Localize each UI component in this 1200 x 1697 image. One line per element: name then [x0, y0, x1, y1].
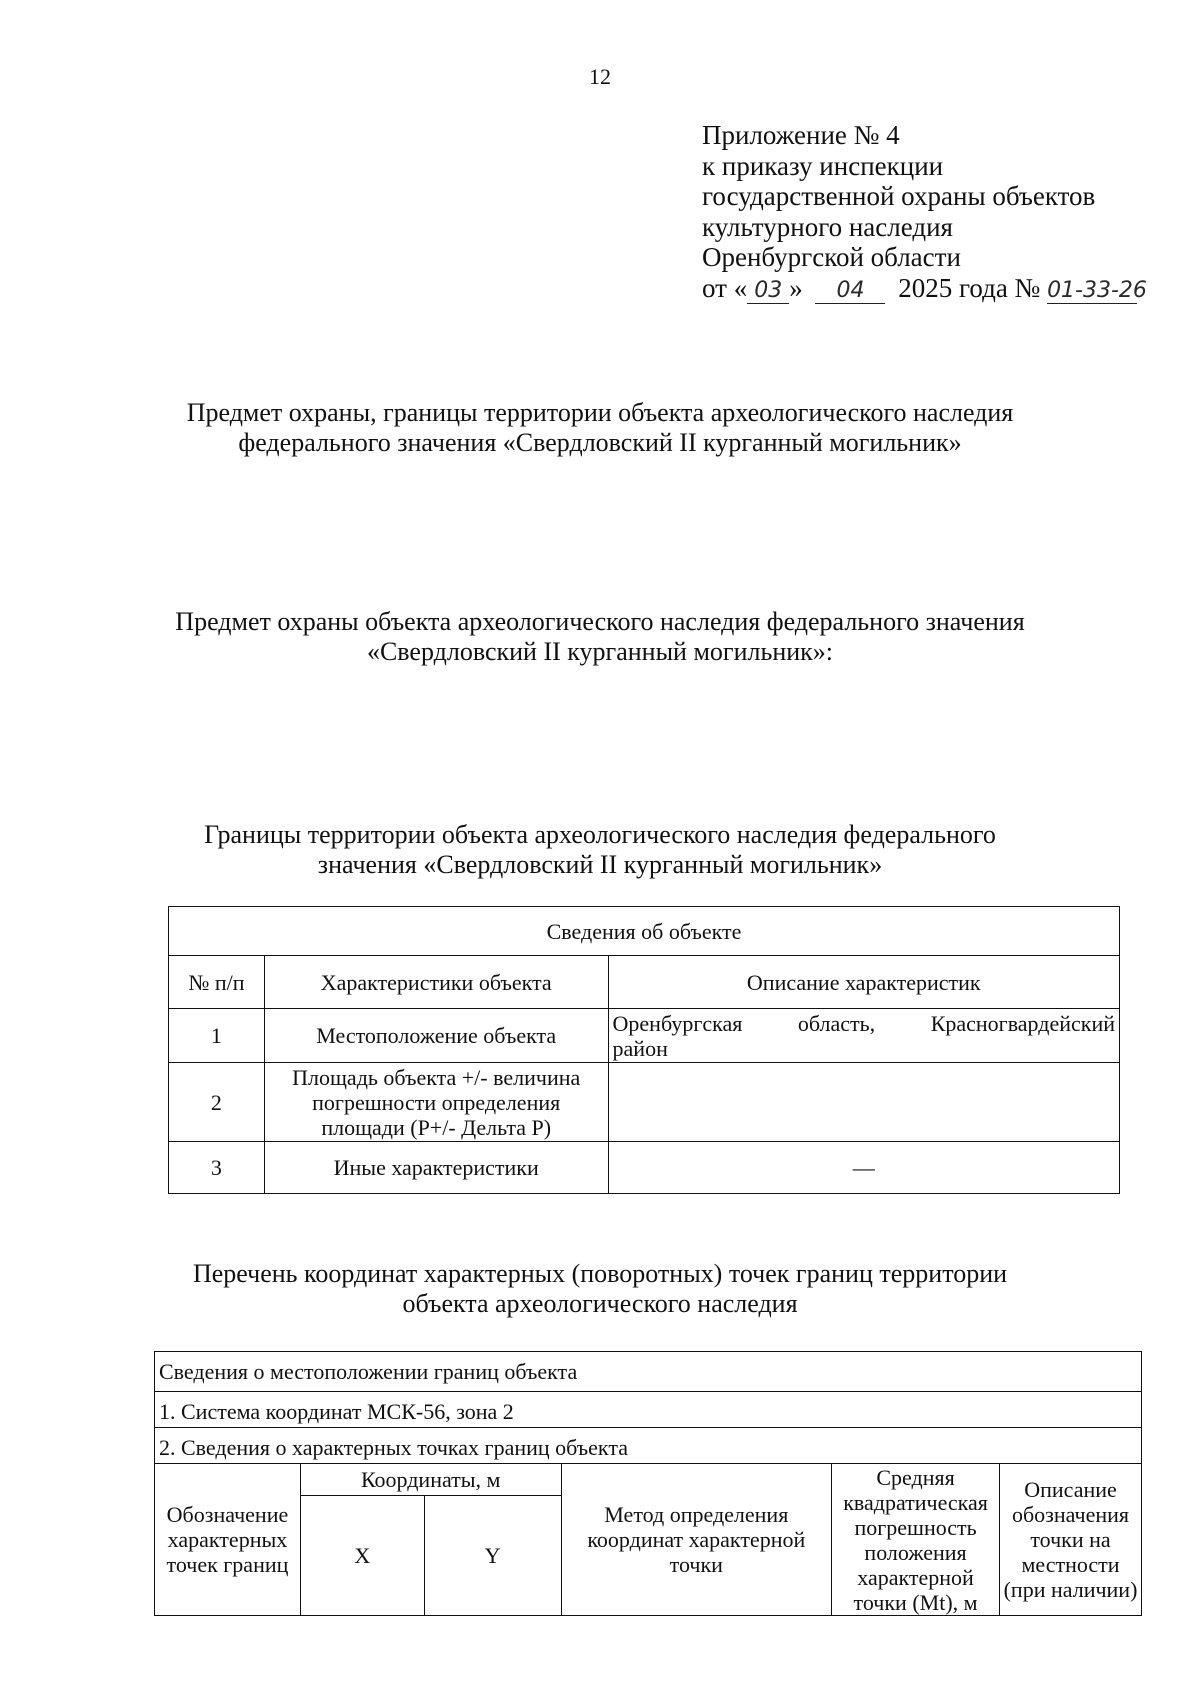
handwritten-order-number: 01-33-26 [1047, 277, 1147, 303]
date-prefix: от « [702, 272, 748, 303]
handwritten-month: 04 [815, 279, 885, 304]
borders-title-line-2: значения «Свердловский II курганный могильник» [317, 850, 883, 879]
table-row [169, 1063, 1120, 1142]
appendix-line-2: к приказу инспекции [702, 150, 944, 181]
appendix-header [702, 120, 1147, 304]
row-1-desc-line-2: район [612, 1036, 668, 1061]
borders-title-line-1: Границы территории объекта археологического наследия федерального [204, 820, 996, 849]
coords-info-cell: Сведения о местоположении границ объекта [155, 1352, 1142, 1392]
col-coords: Координаты, м [300, 1464, 561, 1496]
col-y: Y [424, 1496, 561, 1616]
header-characteristics: Характеристики объекта [264, 956, 608, 1009]
row-2-name [264, 1063, 608, 1142]
subject-title-line-1: Предмет охраны объекта археологического наследия федерального значения [175, 607, 1025, 636]
row-2-name-line-3: площади (P+/- Дельта P) [321, 1114, 552, 1140]
header-num: № п/п [169, 956, 265, 1009]
row-2-num: 2 [169, 1063, 265, 1142]
col-designation: Обозначение характерных точек границ [155, 1464, 301, 1616]
row-2-desc [608, 1063, 1119, 1142]
row-2-name-line-1: Площадь объекта +/- величина [292, 1064, 581, 1090]
handwritten-day: 03 [747, 279, 789, 304]
table-caption-row [169, 907, 1120, 956]
row-2-name-line-2: погрешности определения [312, 1089, 561, 1115]
subject-title-line-2: «Свердловский II курганный могильник»: [366, 637, 834, 666]
row-1-name: Местоположение объекта [264, 1009, 608, 1063]
appendix-line-5: Оренбургской области [702, 242, 961, 272]
table-row [169, 1142, 1120, 1194]
row-3-num: 3 [169, 1142, 265, 1194]
main-title-line-2: федерального значения «Свердловский II курганный могильник» [238, 428, 962, 457]
main-title-line-1: Предмет охраны, границы территории объекта археологического наследия [186, 398, 1014, 427]
table-row [169, 1009, 1120, 1063]
coordinates-table [154, 1351, 1142, 1616]
coords-system-cell: 1. Система координат МСК-56, зона 2 [155, 1392, 1142, 1428]
coords-title [100, 1259, 1100, 1319]
appendix-date-line [702, 272, 1147, 304]
coords-header-row-1 [155, 1464, 1142, 1496]
row-3-desc: — [608, 1142, 1119, 1194]
coords-title-line-2: объекта археологического наследия [402, 1289, 798, 1318]
coords-row-points [155, 1428, 1142, 1464]
row-1-desc [608, 1009, 1119, 1063]
object-info-table [168, 906, 1120, 1194]
table-header-row [169, 956, 1120, 1009]
col-mt: Средняя квадратическая погрешность положения характерной точки (Mt), м [832, 1464, 1000, 1616]
table-caption: Сведения об объекте [169, 907, 1120, 956]
coords-points-cell: 2. Сведения о характерных точках границ объекта [155, 1428, 1142, 1464]
borders-title [100, 820, 1100, 880]
row-1-num: 1 [169, 1009, 265, 1063]
date-mid: » [789, 272, 803, 303]
appendix-line-3: государственной охраны объектов [702, 181, 1096, 211]
col-point-desc: Описание обозначения точки на местности (при наличии) [1000, 1464, 1142, 1616]
col-x: X [300, 1496, 424, 1616]
year-text: 2025 года № [898, 272, 1041, 303]
col-method: Метод определения координат характерной точки [561, 1464, 832, 1616]
row-1-desc-line-1: Оренбургская область, Красногвардейский [612, 1011, 1115, 1036]
coords-title-line-1: Перечень координат характерных (поворотных) точек границ территории [192, 1259, 1008, 1288]
header-description: Описание характеристик [608, 956, 1119, 1009]
main-title [100, 398, 1100, 458]
coords-row-system [155, 1392, 1142, 1428]
appendix-title: Приложение № 4 [702, 120, 900, 150]
row-3-name: Иные характеристики [264, 1142, 608, 1194]
subject-title [100, 607, 1100, 667]
coords-row-info [155, 1352, 1142, 1392]
appendix-line-4: культурного наследия [702, 211, 953, 242]
page-number: 12 [589, 64, 611, 89]
